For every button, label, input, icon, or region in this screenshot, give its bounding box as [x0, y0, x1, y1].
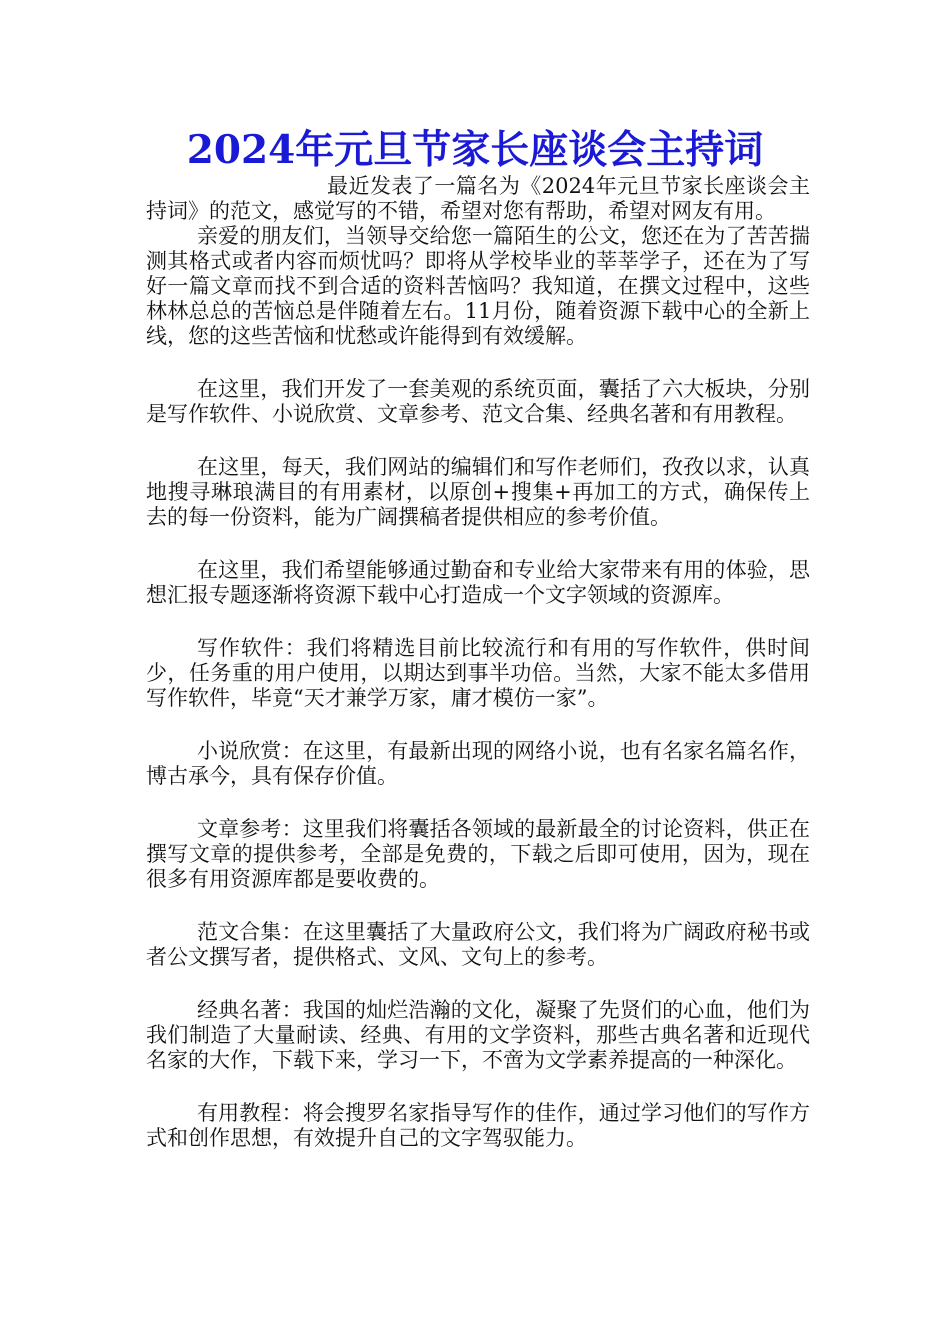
document-body	[146, 174, 810, 1151]
section-useful-tutorials: 有用教程：将会搜罗名家指导写作的佳作，通过学习他们的写作方式和创作思想，有效提升自己的文字驾驭能力。	[146, 1101, 810, 1150]
section-novel-appreciation: 小说欣赏：在这里，有最新出现的网络小说，也有名家名篇名作，博古承今，具有保存价值。	[146, 739, 810, 788]
section-sample-collection: 范文合集：在这里囊括了大量政府公文，我们将为广阔政府秘书或者公文撰写者，提供格式、文风、文句上的参考。	[146, 920, 810, 969]
section-classic-works: 经典名著：我国的灿烂浩瀚的文化，凝聚了先贤们的心血，他们为我们制造了大量耐读、经典、有用的文学资料，那些古典名著和近现代名家的大作，下载下来，学习一下，不啻为文学素养提高的一种深化。	[146, 998, 810, 1072]
section-article-reference: 文章参考：这里我们将囊括各领域的最新最全的讨论资料，供正在撰写文章的提供参考，全部是免费的，下载之后即可使用，因为，现在很多有用资源库都是要收费的。	[146, 817, 810, 891]
body-paragraph: 在这里，我们开发了一套美观的系统页面，囊括了六大板块，分别是写作软件、小说欣赏、文章参考、范文合集、经典名著和有用教程。	[146, 377, 810, 426]
body-paragraph: 亲爱的朋友们，当领导交给您一篇陌生的公文，您还在为了苦苦揣测其格式或者内容而烦忧吗？即将从学校毕业的莘莘学子，还在为了写好一篇文章而找不到合适的资料苦恼吗？我知道，在撰文过程中，这些林林总总的苦恼总是伴随着左右。11月份，随着资源下载中心的全新上线，您的这些苦恼和忧愁或许能得到有效缓解。	[146, 224, 810, 348]
section-writing-software: 写作软件：我们将精选目前比较流行和有用的写作软件，供时间少，任务重的用户使用，以期达到事半功倍。当然，大家不能太多借用写作软件，毕竟“天才兼学万家，庸才模仿一家”。	[146, 636, 810, 710]
body-paragraph: 在这里，每天，我们网站的编辑们和写作老师们，孜孜以求，认真地搜寻琳琅满目的有用素材，以原创+搜集+再加工的方式，确保传上去的每一份资料，能为广阔撰稿者提供相应的参考价值。	[146, 455, 810, 529]
intro-paragraph: 最近发表了一篇名为《2024年元旦节家长座谈会主持词》的范文，感觉写的不错，希望对您有帮助，希望对网友有用。	[146, 174, 810, 223]
document-title: 2024年元旦节家长座谈会主持词	[186, 127, 764, 173]
body-paragraph: 在这里，我们希望能够通过勤奋和专业给大家带来有用的体验，思想汇报专题逐渐将资源下载中心打造成一个文字领域的资源库。	[146, 558, 810, 607]
